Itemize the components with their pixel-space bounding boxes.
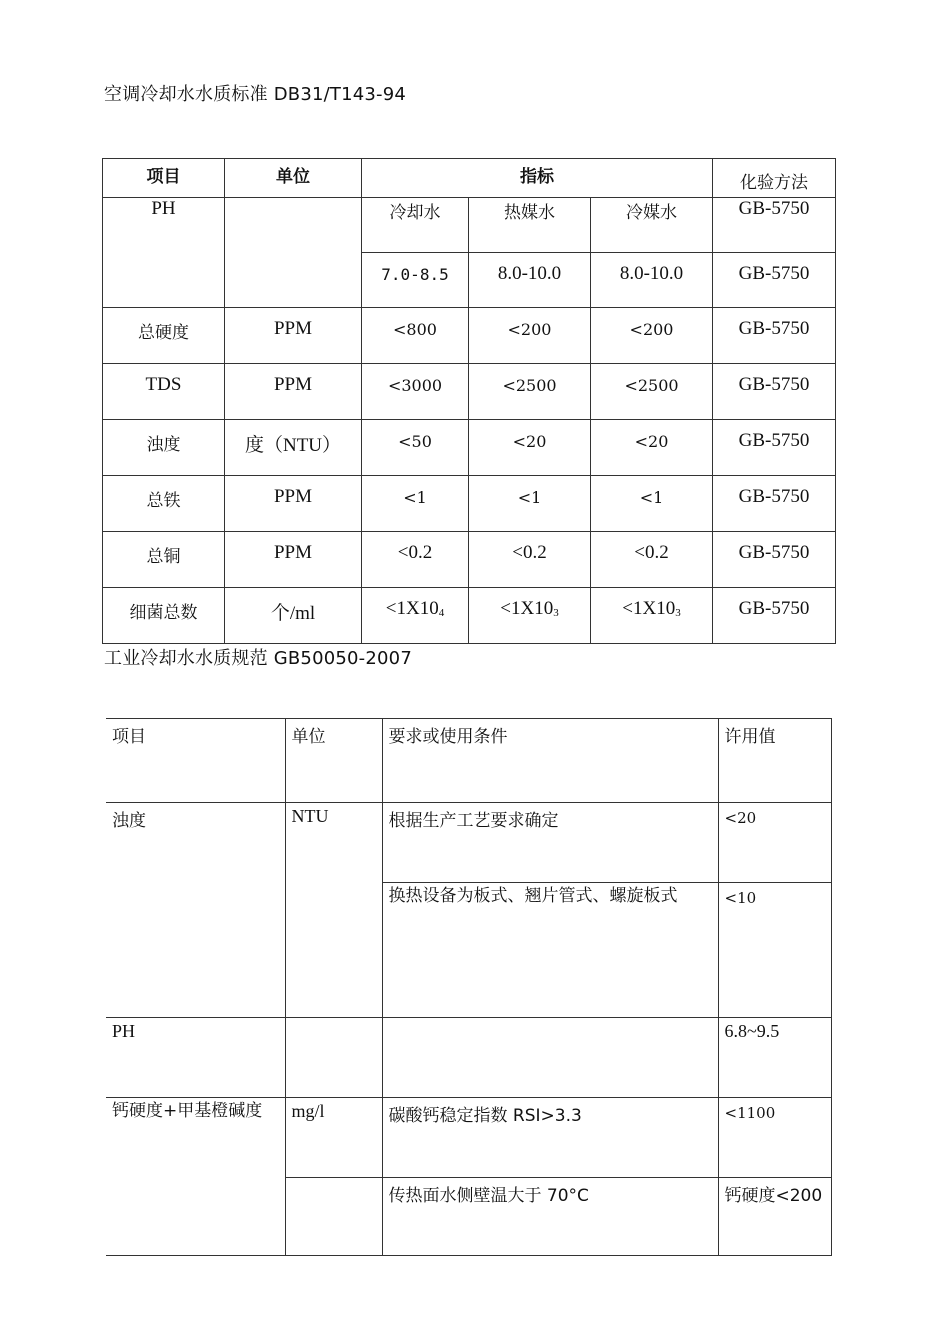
cell-cooling: <50 bbox=[362, 420, 469, 476]
calcium-item: 钙硬度+甲基橙碱度 bbox=[112, 1101, 263, 1121]
cell-unit: PPM bbox=[225, 364, 362, 420]
cell-chilled: <20 bbox=[591, 420, 713, 476]
industrial-cooling-water-spec-table bbox=[106, 718, 832, 1256]
cell-unit: 度（NTU） bbox=[225, 420, 362, 476]
turbidity-condition-2: 换热设备为板式、翘片管式、螺旋板式 bbox=[388, 886, 678, 906]
table-row bbox=[103, 308, 836, 364]
calcium-unit: mg/l bbox=[285, 1098, 382, 1178]
cell-unit: 个/ml bbox=[225, 588, 362, 644]
cell-method: GB-5750 bbox=[713, 588, 836, 644]
air-conditioning-water-standard-table bbox=[102, 158, 836, 644]
cell-chilled: <1 bbox=[591, 476, 713, 532]
ph-unit bbox=[225, 198, 362, 308]
cell-heating: <20 bbox=[469, 420, 591, 476]
turbidity-condition-1: 根据生产工艺要求确定 bbox=[382, 803, 718, 883]
table-header-row bbox=[103, 159, 836, 198]
header-item: 项目 bbox=[103, 159, 225, 198]
turbidity-condition-2-cell bbox=[382, 883, 718, 1018]
calcium-value-2: 钙硬度<200 bbox=[718, 1178, 831, 1256]
chilled-exponent: 3 bbox=[675, 607, 681, 619]
table-row bbox=[103, 588, 836, 644]
header-value: 许用值 bbox=[718, 719, 831, 803]
calcium-unit-2 bbox=[285, 1178, 382, 1256]
cell-heating: <200 bbox=[469, 308, 591, 364]
cell-chilled: <0.2 bbox=[591, 532, 713, 588]
cooling-exponent: 4 bbox=[438, 607, 445, 619]
cooling-base: <1X10 bbox=[385, 598, 439, 619]
turbidity-value-2: <10 bbox=[718, 883, 831, 1018]
ph-unit bbox=[285, 1018, 382, 1098]
table-row bbox=[103, 198, 836, 253]
heating-base: <1X10 bbox=[500, 598, 554, 619]
calcium-item-cell bbox=[106, 1098, 285, 1256]
cell-method: GB-5750 bbox=[713, 532, 836, 588]
ph-value: 6.8~9.5 bbox=[718, 1018, 831, 1098]
cell-heating: <0.2 bbox=[469, 532, 591, 588]
cell-item: TDS bbox=[103, 364, 225, 420]
table2-title: 工业冷却水水质规范 GB50050-2007 bbox=[104, 648, 412, 669]
table-row bbox=[106, 1098, 831, 1178]
chilled-base: <1X10 bbox=[622, 598, 676, 619]
cell-method: GB-5750 bbox=[713, 476, 836, 532]
calcium-value-1: <1100 bbox=[718, 1098, 831, 1178]
cell-item: 总铁 bbox=[103, 476, 225, 532]
ph-method: GB-5750 bbox=[713, 253, 836, 308]
table-row bbox=[103, 364, 836, 420]
table1-title: 空调冷却水水质标准 DB31/T143-94 bbox=[104, 84, 407, 105]
cell-item: 细菌总数 bbox=[103, 588, 225, 644]
heating-exponent: 3 bbox=[553, 607, 559, 619]
cell-method: GB-5750 bbox=[713, 364, 836, 420]
header-item: 项目 bbox=[106, 719, 285, 803]
turbidity-item: 浊度 bbox=[106, 803, 285, 1018]
calcium-condition-1: 碳酸钙稳定指数 RSI>3.3 bbox=[382, 1098, 718, 1178]
ph-item: PH bbox=[103, 198, 225, 308]
table-row bbox=[103, 476, 836, 532]
cell-item: 总硬度 bbox=[103, 308, 225, 364]
cell-cooling: <3000 bbox=[362, 364, 469, 420]
turbidity-value-1: <20 bbox=[718, 803, 831, 883]
cell-cooling bbox=[362, 588, 469, 644]
subheader-cooling: 冷却水 bbox=[362, 198, 469, 253]
subheader-heating: 热媒水 bbox=[469, 198, 591, 253]
cell-chilled: <200 bbox=[591, 308, 713, 364]
cell-cooling: <1 bbox=[362, 476, 469, 532]
cell-heating bbox=[469, 588, 591, 644]
ph-item: PH bbox=[106, 1018, 285, 1098]
cell-chilled bbox=[591, 588, 713, 644]
header-unit: 单位 bbox=[285, 719, 382, 803]
cell-heating: <1 bbox=[469, 476, 591, 532]
turbidity-unit: NTU bbox=[285, 803, 382, 1018]
cell-chilled: <2500 bbox=[591, 364, 713, 420]
cell-unit: PPM bbox=[225, 532, 362, 588]
cell-unit: PPM bbox=[225, 308, 362, 364]
header-method: 化验方法 bbox=[713, 159, 836, 198]
ph-cooling: 7.0-8.5 bbox=[362, 253, 469, 308]
table-header-row bbox=[106, 719, 831, 803]
calcium-condition-2: 传热面水侧壁温大于 70°C bbox=[382, 1178, 718, 1256]
cell-item: 总铜 bbox=[103, 532, 225, 588]
header-indicator: 指标 bbox=[362, 159, 713, 198]
cell-item: 浊度 bbox=[103, 420, 225, 476]
ph-method-top: GB-5750 bbox=[713, 198, 836, 253]
table-row bbox=[103, 532, 836, 588]
cell-unit: PPM bbox=[225, 476, 362, 532]
ph-heating: 8.0-10.0 bbox=[469, 253, 591, 308]
subheader-chilled: 冷媒水 bbox=[591, 198, 713, 253]
table-row bbox=[103, 420, 836, 476]
header-condition: 要求或使用条件 bbox=[382, 719, 718, 803]
ph-chilled: 8.0-10.0 bbox=[591, 253, 713, 308]
header-unit: 单位 bbox=[225, 159, 362, 198]
cell-cooling: <0.2 bbox=[362, 532, 469, 588]
cell-method: GB-5750 bbox=[713, 308, 836, 364]
cell-cooling: <800 bbox=[362, 308, 469, 364]
cell-heating: <2500 bbox=[469, 364, 591, 420]
ph-condition bbox=[382, 1018, 718, 1098]
cell-method: GB-5750 bbox=[713, 420, 836, 476]
